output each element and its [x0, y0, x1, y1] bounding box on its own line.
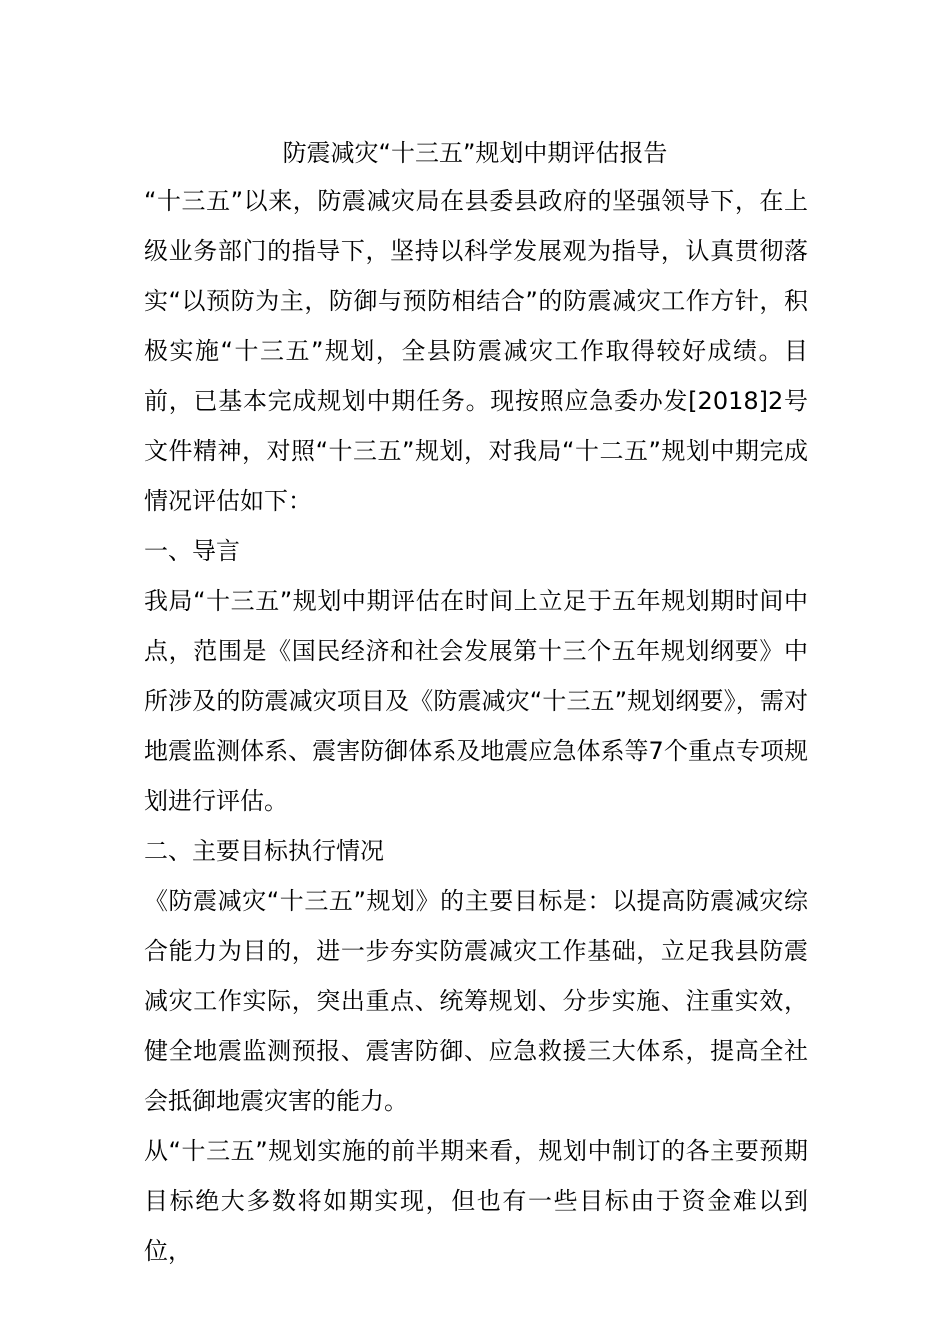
- paragraph-main-goals: 《防震减灾“十三五”规划》的主要目标是：以提高防震减灾综合能力为目的，进一步夯实防震减灾工作基础，立足我县防震减灾工作实际，突出重点、统筹规划、分步实施、注重实效，健全地震监测预报、震害防御、应急救援三大体系，提高全社会抵御地震灾害的能力。: [144, 887, 808, 1115]
- document-body: [144, 176, 808, 1276]
- paragraph-progress: 从“十三五”规划实施的前半期来看，规划中制订的各主要预期目标绝大多数将如期实现，但也有一些目标由于资金难以到位，: [144, 1137, 808, 1265]
- paragraph-intro: “十三五”以来，防震减灾局在县委县政府的坚强领导下，在上级业务部门的指导下，坚持以科学发展观为指导，认真贯彻落实“以预防为主，防御与预防相结合”的防震减灾工作方针，积极实施“十三五”规划，全县防震减灾工作取得较好成绩。目前，已基本完成规划中期任务。现按照应急委办发[2018]2号文件精神，对照“十三五”规划，对我局“十二五”规划中期完成情况评估如下：: [144, 187, 808, 515]
- document-title: 防震减灾“十三五”规划中期评估报告: [282, 139, 668, 167]
- paragraph-introduction: 我局“十三五”规划中期评估在时间上立足于五年规划期时间中点，范围是《国民经济和社会发展第十三个五年规划纲要》中所涉及的防震减灾项目及《防震减灾“十三五”规划纲要》，需对地震监测体系、震害防御体系及地震应急体系等7个重点专项规划进行评估。: [144, 587, 808, 815]
- section-heading-main-goals: 二、主要目标执行情况: [144, 837, 384, 865]
- section-heading-introduction: 一、导言: [144, 537, 240, 565]
